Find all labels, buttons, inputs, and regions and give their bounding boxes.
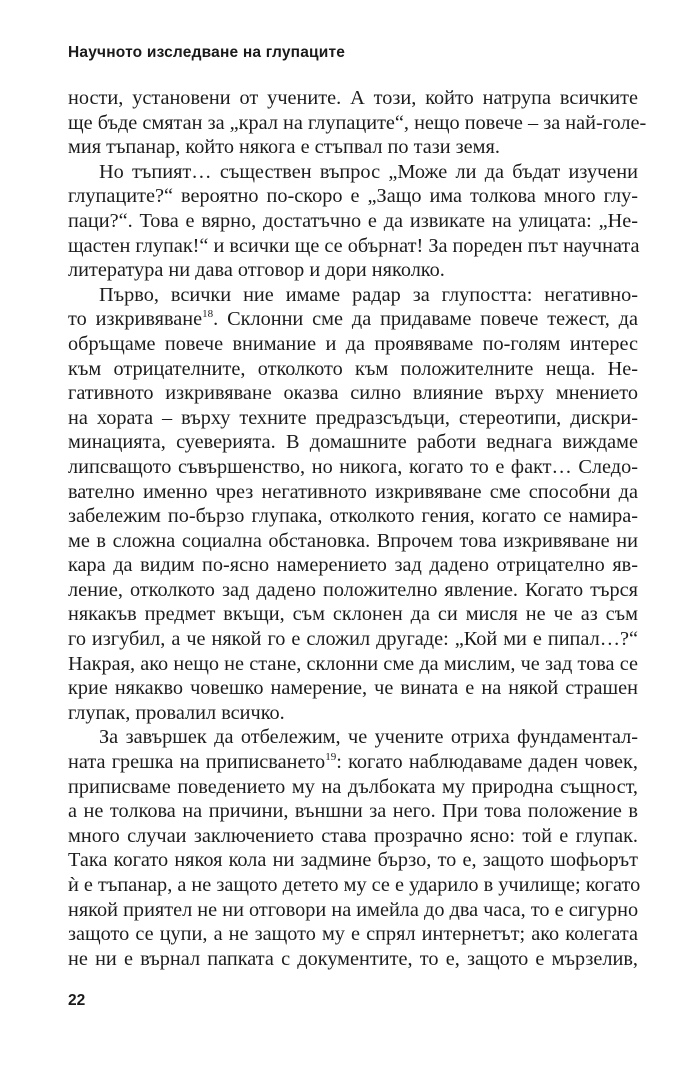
text-line: минацията, суеверията. В домашните работи веднага виждаме xyxy=(68,431,638,454)
text-line: някакъв предмет вкъщи, съм склонен да си мисля не че аз съм xyxy=(68,603,638,626)
text-line: крие някакво човешко намерение, че вината е на някой страшен xyxy=(68,677,638,700)
text-line: Накрая, ако нещо не стане, склонни сме да мислим, че зад това се xyxy=(68,652,638,675)
text-line: глупаците?“ вероятно по-скоро е „Защо има толкова много глу- xyxy=(68,185,638,208)
text-line: обръщаме повече внимание и да проявяваме по-голям интерес xyxy=(68,332,638,355)
text-line: Но тъпият… съществен въпрос „Може ли да бъдат изучени xyxy=(99,160,638,183)
text-line: приписваме поведението му на дълбоката му природна същност, xyxy=(68,775,638,798)
text-fragment: : когато наблюдаваме даден човек, xyxy=(336,751,638,774)
footnote-marker: 18 xyxy=(202,308,214,321)
text-line xyxy=(68,307,638,332)
body-text xyxy=(68,86,647,971)
text-line: ление, отколкото зад дадено положително явление. Когато търся xyxy=(68,578,638,601)
text-fragment: то изкривяване xyxy=(68,308,203,331)
text-line: За завършек да отбележим, че учените отриха фундаментал- xyxy=(99,726,638,749)
text-line: а не толкова на причини, външни за него. При това положение в xyxy=(68,800,638,823)
text-line: не ни е върнал папката с документите, то е, защото е мързелив, xyxy=(68,947,638,970)
text-line: много случаи заключението става прозрачно ясно: той е глупак. xyxy=(68,824,638,847)
text-line: щастен глупак!“ и всички ще се обърнат! За пореден път научната xyxy=(68,234,640,257)
text-line xyxy=(68,750,638,775)
text-line: гативното изкривяване оказва силно влияние върху мнението xyxy=(68,382,638,405)
text-line: на хората – върху техните предразсъдъци, стереотипи, дискри- xyxy=(68,406,638,429)
text-line: глупак, провалил всичко. xyxy=(68,701,285,724)
text-line: защото се цупи, а не защото му е спрял интернетът; ако колегата xyxy=(68,923,638,946)
text-line: го изгубил, а че някой го е сложил другаде: „Кой ми е пипал…?“ xyxy=(68,628,638,651)
text-line: ме в сложна социална обстановка. Впрочем това изкривяване ни xyxy=(68,529,638,552)
text-line: към отрицателните, отколкото към положителните неща. Не- xyxy=(68,357,638,380)
text-line: Първо, всички ние имаме радар за глупостта: негативно- xyxy=(99,283,638,306)
text-line: литература ни дава отговор и дори няколко. xyxy=(68,259,445,282)
text-line: ности, установени от учените. А този, който натрупа всичките xyxy=(68,87,638,109)
text-line: мия тъпанар, който някога е стъпвал по тази земя. xyxy=(68,136,500,159)
text-line: ѝ е тъпанар, а не защото детето му се е ударило в училище; когато xyxy=(68,874,641,896)
text-line: ще бъде смятан за „крал на глупаците“, нещо повече – за най-голе- xyxy=(68,111,647,134)
text-line: кара да видим по-ясно намерението зад дадено отрицателно яв- xyxy=(68,554,638,577)
running-header: Научното изследване на глупаците xyxy=(68,44,346,61)
text-line: някой приятел не ни отговори на имейла до два часа, то е сигурно xyxy=(68,898,639,921)
text-line: забележим по-бързо глупака, отколкото гения, когато се намира- xyxy=(68,505,638,528)
text-line: Така когато някоя кола ни задмине бързо, то е, защото шофьорът xyxy=(68,849,638,872)
text-fragment: . Склонни сме да придаваме повече тежест, да xyxy=(213,308,638,331)
text-line: липсващото съвършенство, но никога, когато то е факт… Следо- xyxy=(68,455,638,478)
text-line: вателно именно чрез негативното изкривяване сме способни да xyxy=(68,480,638,503)
page-number: 22 xyxy=(68,992,86,1009)
text-line: паци?“. Това е вярно, достатъчно е да извикате на улицата: „Не- xyxy=(68,209,638,232)
footnote-marker: 19 xyxy=(325,751,337,764)
text-fragment: ната грешка на приписването xyxy=(68,751,326,774)
